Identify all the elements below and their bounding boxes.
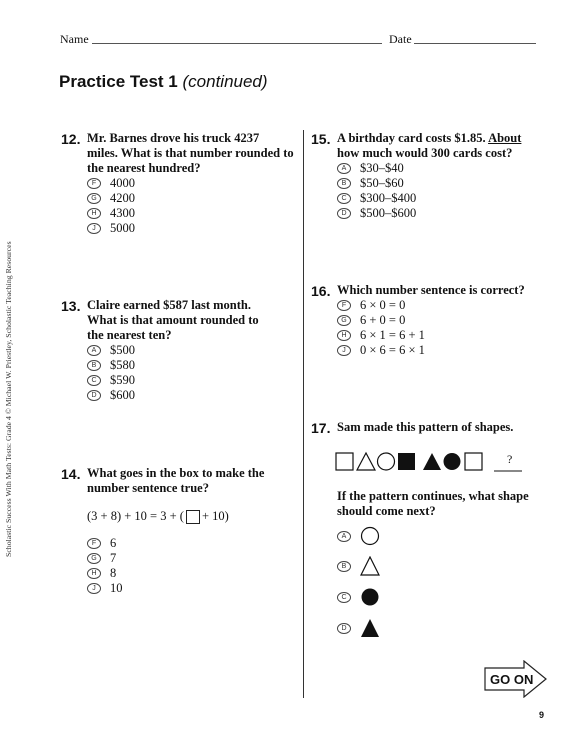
- question-text: [337, 420, 571, 435]
- answer-bubble[interactable]: A: [337, 163, 351, 174]
- answer-option-g[interactable]: [87, 191, 301, 206]
- answer-bubble[interactable]: B: [87, 360, 101, 371]
- answer-box: [186, 510, 200, 524]
- answer-bubble[interactable]: J: [87, 583, 101, 594]
- question-text: [337, 283, 571, 298]
- option-text: 4000: [110, 176, 135, 190]
- question-line: number sentence true?: [87, 481, 209, 495]
- option-text: $300–$400: [360, 191, 417, 205]
- answer-option-d[interactable]: [337, 206, 571, 221]
- page-title: [59, 72, 268, 92]
- answer-option-b[interactable]: [337, 176, 571, 191]
- answer-option-c[interactable]: [87, 373, 301, 388]
- question-number: 16.: [311, 283, 331, 299]
- question-line: Sam made this pattern of shapes.: [337, 420, 514, 434]
- triangle-filled-icon: [360, 618, 380, 638]
- question-number: 12.: [61, 131, 81, 147]
- question-line: Mr. Barnes drove his truck 4237: [87, 131, 260, 145]
- question-17-followup: [337, 489, 577, 519]
- circle-filled-icon: [444, 453, 461, 470]
- answer-option-c[interactable]: [337, 587, 380, 607]
- question-line: how much would 300 cards cost?: [337, 146, 513, 160]
- question-line: the nearest ten?: [87, 328, 172, 342]
- shape-pattern: [334, 450, 534, 474]
- square-filled-icon: [398, 453, 415, 470]
- option-text: $600: [110, 388, 135, 402]
- answer-bubble[interactable]: B: [337, 178, 351, 189]
- name-label: Name: [60, 32, 89, 46]
- option-text: 10: [110, 581, 123, 595]
- question-line-text: A birthday card costs $1.85.: [337, 131, 489, 145]
- answer-bubble[interactable]: D: [337, 208, 351, 219]
- answer-bubble[interactable]: G: [87, 553, 101, 564]
- answer-bubble[interactable]: D: [87, 390, 101, 401]
- question-number: 15.: [311, 131, 331, 147]
- page-number: 9: [539, 710, 545, 720]
- answer-bubble[interactable]: A: [337, 531, 351, 542]
- equation-right: + 10): [201, 509, 229, 523]
- question-line: [337, 131, 571, 146]
- answer-bubble[interactable]: H: [87, 208, 101, 219]
- question-13: [61, 298, 301, 403]
- answer-bubble[interactable]: F: [87, 178, 101, 189]
- answer-bubble[interactable]: J: [87, 223, 101, 234]
- question-number: 14.: [61, 466, 81, 482]
- question-line: miles. What is that number rounded to: [87, 146, 294, 160]
- answer-bubble[interactable]: J: [337, 345, 351, 356]
- answer-option-g[interactable]: [337, 313, 571, 328]
- answer-option-h[interactable]: [87, 206, 301, 221]
- go-on-label: GO ON: [490, 672, 534, 687]
- circle-filled-icon: [360, 587, 380, 607]
- question-line: should come next?: [337, 504, 436, 518]
- circle-outline-icon: [378, 453, 395, 470]
- option-text: 4200: [110, 191, 135, 205]
- answer-option-c[interactable]: [337, 191, 571, 206]
- answer-option-f[interactable]: [337, 298, 571, 313]
- option-text: 0 × 6 = 6 × 1: [360, 343, 425, 357]
- question-line: Which number sentence is correct?: [337, 283, 525, 297]
- option-text: $30–$40: [360, 161, 404, 175]
- answer-bubble[interactable]: G: [337, 315, 351, 326]
- number-sentence: [87, 509, 301, 524]
- date-label: Date: [389, 32, 412, 46]
- answer-option-d[interactable]: [337, 618, 380, 638]
- option-text: $500–$600: [360, 206, 417, 220]
- answer-option-b[interactable]: [87, 358, 301, 373]
- question-17: [311, 420, 571, 435]
- answer-option-j[interactable]: [337, 343, 571, 358]
- title-main: Practice Test 1: [59, 72, 178, 91]
- triangle-outline-icon: [360, 556, 380, 576]
- answer-bubble[interactable]: C: [337, 193, 351, 204]
- answer-bubble[interactable]: C: [337, 592, 351, 603]
- question-text: [337, 131, 571, 161]
- answer-bubble[interactable]: B: [337, 561, 351, 572]
- answer-bubble[interactable]: F: [87, 538, 101, 549]
- circle-outline-icon: [360, 526, 380, 546]
- option-text: $590: [110, 373, 135, 387]
- question-text: [87, 131, 301, 176]
- question-12: [61, 131, 301, 236]
- question-number: 13.: [61, 298, 81, 314]
- option-text: 6 + 0 = 0: [360, 313, 406, 327]
- triangle-outline-icon: [357, 453, 375, 470]
- option-text: 7: [110, 551, 117, 565]
- answer-option-d[interactable]: [87, 388, 301, 403]
- answer-option-f[interactable]: [87, 536, 301, 551]
- option-text: $50–$60: [360, 176, 404, 190]
- answer-option-g[interactable]: [87, 551, 301, 566]
- question-text: [87, 298, 301, 343]
- answer-bubble[interactable]: F: [337, 300, 351, 311]
- option-text: $580: [110, 358, 135, 372]
- pattern-blank: ?: [507, 452, 513, 466]
- question-line: the nearest hundred?: [87, 161, 201, 175]
- answer-option-f[interactable]: [87, 176, 301, 191]
- question-line: What goes in the box to make the: [87, 466, 265, 480]
- answer-option-a[interactable]: [87, 343, 301, 358]
- answer-bubble[interactable]: G: [87, 193, 101, 204]
- question-line: If the pattern continues, what shape: [337, 489, 529, 503]
- equation-left: (3 + 8) + 10 = 3 + (: [87, 509, 184, 523]
- question-number: 17.: [311, 420, 331, 436]
- answer-option-h[interactable]: [87, 566, 301, 581]
- answer-option-a[interactable]: [337, 526, 380, 546]
- answer-bubble[interactable]: H: [337, 330, 351, 341]
- square-outline-icon: [336, 453, 353, 470]
- answer-bubble[interactable]: C: [87, 375, 101, 386]
- square-outline-icon: [465, 453, 482, 470]
- column-divider: [303, 130, 304, 698]
- option-text: 4300: [110, 206, 135, 220]
- question-15: [311, 131, 571, 221]
- answer-option-a[interactable]: [337, 161, 571, 176]
- option-text: 6 × 0 = 0: [360, 298, 406, 312]
- answer-bubble[interactable]: D: [337, 623, 351, 634]
- answer-option-j[interactable]: [87, 581, 301, 596]
- question-line: Claire earned $587 last month.: [87, 298, 251, 312]
- option-text: 8: [110, 566, 117, 580]
- question-14: [61, 466, 301, 596]
- answer-option-j[interactable]: [87, 221, 301, 236]
- triangle-filled-icon: [423, 453, 441, 470]
- answer-bubble[interactable]: A: [87, 345, 101, 356]
- name-line[interactable]: [92, 43, 382, 44]
- date-line[interactable]: [414, 43, 536, 44]
- option-text: 6 × 1 = 6 + 1: [360, 328, 425, 342]
- question-line: What is that amount rounded to: [87, 313, 259, 327]
- emphasis-about: About: [488, 131, 522, 145]
- answer-option-b[interactable]: [337, 556, 380, 576]
- answer-bubble[interactable]: H: [87, 568, 101, 579]
- option-text: 6: [110, 536, 117, 550]
- copyright-sidebar: Scholastic Success With Math Tests: Grade 4 © Michael W. Priestley, Scholastic Teaching Resources: [4, 241, 13, 557]
- option-text: $500: [110, 343, 135, 357]
- question-text: [87, 466, 301, 496]
- title-continued: (continued): [182, 72, 268, 91]
- option-text: 5000: [110, 221, 135, 235]
- question-16: [311, 283, 571, 358]
- answer-option-h[interactable]: [337, 328, 571, 343]
